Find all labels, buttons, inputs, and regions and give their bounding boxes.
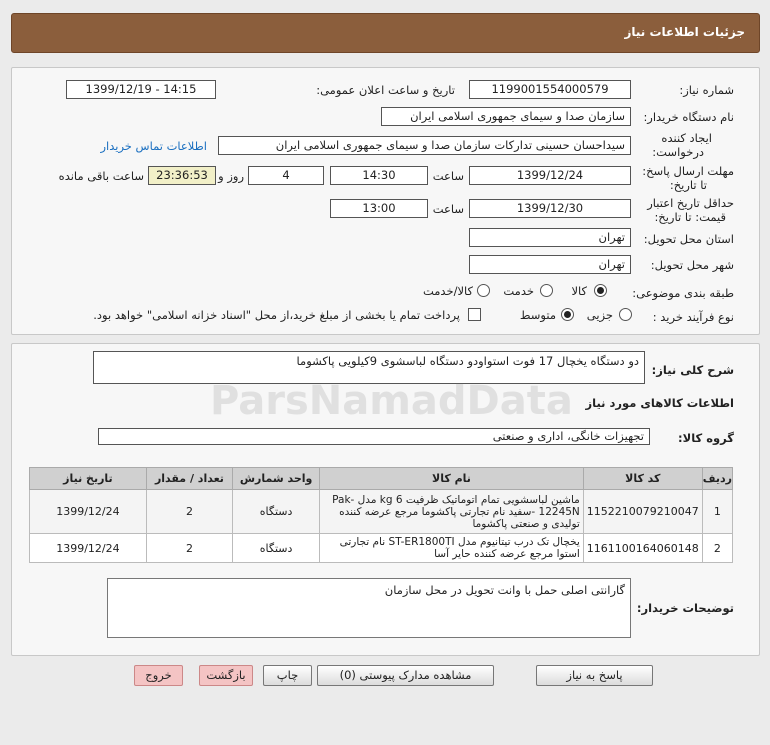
time-remaining-label: ساعت باقی مانده — [58, 169, 144, 183]
items-table — [29, 467, 733, 563]
row-unit: دستگاه — [233, 534, 320, 563]
process-option-minor: جزیی — [586, 308, 613, 322]
row-date: 1399/12/24 — [30, 534, 147, 563]
goods-group-label: گروه کالا: — [678, 431, 734, 445]
creator-label-line1: ایجاد کننده — [661, 131, 712, 145]
province-field: تهران — [469, 228, 631, 247]
validity-time-label: ساعت — [432, 202, 464, 216]
row-unit: دستگاه — [233, 490, 320, 534]
province-label: استان محل تحویل: — [643, 232, 734, 246]
category-option-goods: کالا — [571, 284, 587, 298]
col-qty: تعداد / مقدار — [146, 468, 232, 490]
validity-label-line1: حداقل تاریخ اعتبار — [647, 196, 734, 210]
buyer-org-label: نام دستگاه خریدار: — [643, 110, 734, 124]
treasury-payment-checkbox[interactable] — [468, 308, 481, 321]
need-number-label: شماره نیاز: — [679, 83, 734, 97]
deadline-label-line2: تا تاریخ: — [669, 178, 707, 192]
items-section-title: اطلاعات کالاهای مورد نیاز — [585, 396, 734, 410]
category-radio-service[interactable] — [540, 284, 553, 297]
table-row[interactable] — [30, 490, 733, 534]
buyer-contact-link[interactable]: اطلاعات تماس خریدار — [100, 139, 207, 153]
row-name: یخچال تک درب تیتانیوم مدل ST-ER1800TI نام تجارتی استوا مرجع عرضه کننده حایر آسا — [320, 534, 584, 563]
time-remaining-field: 23:36:53 — [148, 166, 216, 185]
deadline-time-field: 14:30 — [330, 166, 428, 185]
buyer-notes-field: گارانتی اصلی حمل با وانت تحویل در محل سازمان — [107, 578, 631, 638]
process-label: نوع فرآیند خرید : — [652, 310, 734, 324]
row-index: 1 — [702, 490, 732, 534]
page-title: جزئیات اطلاعات نیاز — [624, 25, 745, 39]
page-header — [11, 13, 760, 53]
category-option-service: خدمت — [503, 284, 534, 298]
process-radio-minor[interactable] — [619, 308, 632, 321]
row-code: 1161100164060148 — [583, 534, 702, 563]
row-date: 1399/12/24 — [30, 490, 147, 534]
deadline-date-field: 1399/12/24 — [469, 166, 631, 185]
days-remaining-field: 4 — [248, 166, 324, 185]
treasury-payment-note: پرداخت تمام یا بخشی از مبلغ خرید،از محل "اسناد خزانه اسلامی" خواهد بود. — [93, 308, 460, 322]
items-table-header — [30, 468, 733, 490]
validity-time-field: 13:00 — [330, 199, 428, 218]
creator-field: سیداحسان حسینی تدارکات سازمان صدا و سیمای جمهوری اسلامی ایران — [218, 136, 631, 155]
category-label: طبقه بندی موضوعی: — [632, 286, 734, 300]
buyer-notes-label: توضیحات خریدار: — [636, 601, 734, 615]
summary-label: شرح کلی نیاز: — [651, 363, 734, 377]
print-button[interactable]: چاپ — [263, 665, 312, 686]
reply-button[interactable]: پاسخ به نیاز — [536, 665, 653, 686]
row-name: ماشین لباسشویی تمام اتوماتیک ظرفیت 6 kg مدل Pak-12245N -سفید نام تجارتی پاکشوما مرجع عرضه کننده تولیدی و صنعتی پاکشوما — [320, 490, 584, 534]
col-index: ردیف — [702, 468, 732, 490]
col-date: تاریخ نیاز — [30, 468, 147, 490]
category-option-goods-service: کالا/خدمت — [422, 284, 473, 298]
announce-datetime-label: تاریخ و ساعت اعلان عمومی: — [316, 83, 455, 97]
days-label: روز و — [218, 169, 244, 183]
row-index: 2 — [702, 534, 732, 563]
view-attachments-button[interactable]: مشاهده مدارک پیوستی (0) — [317, 665, 494, 686]
validity-date-field: 1399/12/30 — [469, 199, 631, 218]
goods-group-field: تجهیزات خانگی، اداری و صنعتی — [98, 428, 650, 445]
deadline-label-line1: مهلت ارسال پاسخ: — [642, 164, 734, 178]
buyer-org-field: سازمان صدا و سیمای جمهوری اسلامی ایران — [381, 107, 631, 126]
back-button[interactable]: بازگشت — [199, 665, 253, 686]
category-radio-goods[interactable] — [594, 284, 607, 297]
summary-field: دو دستگاه یخچال 17 فوت استواودو دستگاه لباسشوی 9کیلویی پاکشوما — [93, 351, 645, 384]
exit-button[interactable]: خروج — [134, 665, 183, 686]
table-row[interactable] — [30, 534, 733, 563]
need-number-field: 1199001554000579 — [469, 80, 631, 99]
process-option-medium: متوسط — [519, 308, 556, 322]
city-label: شهر محل تحویل: — [650, 258, 734, 272]
creator-label-line2: درخواست: — [652, 145, 704, 159]
row-code: 1152210079210047 — [583, 490, 702, 534]
announce-datetime-field: 1399/12/19 - 14:15 — [66, 80, 216, 99]
col-name: نام کالا — [320, 468, 584, 490]
row-qty: 2 — [146, 534, 232, 563]
col-code: کد کالا — [583, 468, 702, 490]
col-unit: واحد شمارش — [233, 468, 320, 490]
category-radio-goods-service[interactable] — [477, 284, 490, 297]
row-qty: 2 — [146, 490, 232, 534]
deadline-time-label: ساعت — [432, 169, 464, 183]
process-radio-medium[interactable] — [561, 308, 574, 321]
city-field: تهران — [469, 255, 631, 274]
validity-label-line2: قیمت: تا تاریخ: — [654, 210, 726, 224]
